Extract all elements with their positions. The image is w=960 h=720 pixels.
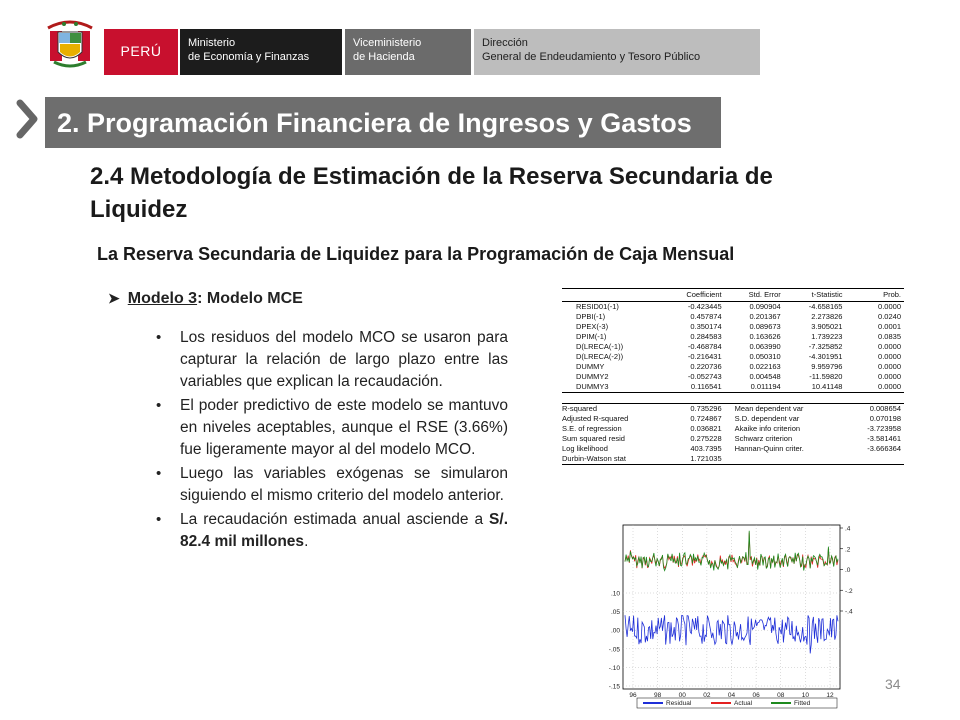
table-cell: Hannan-Quinn criter. [734,444,804,453]
legend-label: Fitted [794,700,811,707]
table-cell: 10.41148 [784,382,846,393]
table-cell: 0.457874 [690,312,722,321]
table-row [562,302,904,313]
lead-heading: La Reserva Secundaria de Liquidez para la Programación de Caja Mensual [97,244,735,264]
table-cell: -3.723958 [867,424,901,433]
x-tick-label: 02 [703,692,711,699]
table-cell: 0.063990 [749,342,781,351]
table-cell: D(LRECA(-1)) [576,342,624,351]
legend-label: Residual [666,700,692,707]
table-cell: 0.724867 [690,414,722,423]
ministry-line2: de Economía y Finanzas [188,51,310,63]
table-row [562,352,904,362]
table-cell: 0.220736 [690,362,722,371]
country-tab [104,29,178,75]
estimate-value: S/. 82.4 mil millones [180,511,508,550]
table-cell: 0.0240 [878,312,901,321]
x-tick-label: 10 [801,692,809,699]
right-tick-label: -.2 [845,587,853,595]
table-cell: DUMMY3 [562,382,664,393]
table-cell: 0.089673 [749,322,781,331]
legend-label: Actual [734,700,753,707]
table-cell: 0.036821 [690,424,722,433]
left-tick-label: -.10 [608,664,620,672]
right-tick-label: .4 [845,525,851,533]
table-cell: -0.423445 [687,302,722,311]
coat-of-arms-icon [40,14,100,74]
x-tick-label: 04 [727,692,736,699]
table-cell: 0.008654 [869,404,901,413]
table-cell: 0.201367 [749,312,781,321]
bullet-item: • Los residuos del modelo MCO se usaron para capturar la relación de largo plazo entre las variables que explican la recaudación. [152,327,508,393]
statistics-rows [562,404,904,465]
table-cell: Adjusted R-squared [562,414,629,423]
left-tick-label: .00 [610,627,620,635]
table-cell: 0.116541 [664,382,725,393]
header-bar [0,0,960,80]
direction-line1: Dirección [482,37,528,49]
table-cell: 0.011194 [725,382,784,393]
regression-output-table [562,288,904,465]
x-tick-label: 12 [826,692,834,699]
bullet-item: • Luego las variables exógenas se simularon siguiendo el mismo criterio del modelo anterior. [152,463,508,507]
section-banner [45,97,721,148]
table-cell: -0.468784 [687,342,722,351]
table-cell: 0.050310 [749,352,781,361]
right-tick-label: .0 [845,567,851,574]
table-header: Prob. [845,289,904,302]
table-row [562,322,904,332]
table-header: Std. Error [725,289,784,302]
table-cell: 0.022163 [749,362,781,371]
right-tick-label: .2 [845,546,851,554]
x-tick-label: 06 [752,692,760,699]
table-cell: Durbin-Watson stat [562,454,664,465]
table-cell: 1.739223 [811,332,843,341]
ministry-line1: Ministerio [188,37,236,49]
bullet-item: • El poder predictivo de este modelo se mantuvo en niveles aceptables, aunque el RSE (3.66%) fue ligeramente mayor al del modelo MCO. [152,395,508,461]
bullet-text-end: . [304,533,309,550]
table-cell: 2.273826 [811,312,843,321]
page-number: 34 [885,676,901,692]
table-cell: 3.905021 [811,322,843,331]
vice-line2: de Hacienda [353,51,415,63]
table-header-row [562,289,904,302]
table-cell: 0.275228 [690,434,722,443]
x-tick-label: 96 [629,692,637,699]
table-cell: -4.301951 [808,352,843,361]
table-row [562,404,904,415]
table-row [562,434,904,444]
model-name: Modelo 3 [127,290,198,307]
slide-subtitle: 2.4 Metodología de Estimación de la Reserva Secundaria de Liquidez [90,163,773,223]
table-header: Coefficient [664,289,725,302]
coefficient-rows [562,302,904,404]
left-tick-label: .10 [610,590,620,598]
table-cell: Mean dependent var [734,404,804,413]
direction-tab [474,29,760,75]
table-cell: DPEX(-3) [576,322,609,331]
table-cell: -11.59820 [809,372,843,381]
table-cell: R-squared [562,404,598,413]
table-cell: 0.0000 [845,382,904,393]
right-tick-label: -.4 [845,608,853,616]
table-cell: Log likelihood [562,444,608,453]
chevron-right-icon [14,99,46,139]
table-header: t-Statistic [784,289,846,302]
direction-line2: General de Endeudamiento y Tesoro Público [482,51,701,63]
table-cell: 0.070198 [869,414,901,423]
table-row [562,454,904,465]
table-cell: 0.0001 [878,322,901,331]
arrow-bullet-icon: ➤ [108,290,120,306]
model-desc: Modelo MCE [206,290,303,307]
model-heading [108,290,303,308]
table-cell: 0.090904 [749,302,781,311]
table-cell [845,454,904,465]
table-cell: -0.052743 [687,372,722,381]
residual-actual-fitted-chart [593,521,858,711]
table-cell: Akaike info criterion [734,424,801,433]
table-cell: S.D. dependent var [734,414,800,423]
table-cell: 403.7395 [690,444,722,453]
table-cell: 0.004548 [749,372,781,381]
table-cell: S.E. of regression [562,424,622,433]
table-cell: DUMMY [576,362,605,371]
table-cell: 0.0000 [878,362,901,371]
table-cell: DPIM(-1) [576,332,607,341]
table-row [562,312,904,322]
left-tick-label: .05 [610,609,620,617]
table-cell: Sum squared resid [562,434,625,443]
table-cell: 0.0000 [878,352,901,361]
table-cell: 1.721035 [664,454,725,465]
table-cell: -3.666364 [867,444,901,453]
table-row [562,414,904,424]
table-cell: -3.581461 [867,434,901,443]
table-row [562,372,904,382]
table-cell: 0.0835 [878,332,901,341]
table-cell: 9.959796 [811,362,843,371]
x-tick-label: 98 [654,692,662,699]
table-cell: RESID01(-1) [576,302,619,311]
vice-line1: Viceministerio [353,37,422,49]
bullet-item [152,509,508,553]
table-cell: 0.0000 [878,372,901,381]
left-tick-label: -.15 [608,683,620,691]
x-tick-label: 08 [777,692,785,699]
table-cell: -4.658165 [808,302,843,311]
table-cell: DUMMY2 [576,372,609,381]
table-row [562,444,904,454]
table-row [562,424,904,434]
table-cell [725,454,846,465]
ministry-tab [180,29,342,75]
table-cell: -7.325852 [808,342,843,351]
bullet-text: La recaudación estimada anual asciende a [180,511,490,528]
table-cell: Schwarz criterion [734,434,793,443]
table-row [562,362,904,372]
left-tick-label: -.05 [608,646,620,654]
table-cell: -0.216431 [687,352,722,361]
table-separator [562,393,904,404]
table-cell: 0.0000 [878,342,901,351]
section-title: 2. Programación Financiera de Ingresos y Gastos [57,108,692,138]
table-cell: D(LRECA(-2)) [576,352,624,361]
table-cell: 0.163626 [749,332,781,341]
table-row [562,332,904,342]
bullet-list [152,327,508,555]
table-cell: 0.0000 [878,302,901,311]
table-cell: 0.350174 [690,322,722,331]
table-cell: DPBI(-1) [576,312,606,321]
table-cell: 0.284583 [690,332,722,341]
table-row [562,382,904,393]
viceministry-tab [345,29,471,75]
table-row [562,342,904,352]
country-label: PERÚ [120,43,162,59]
model-separator: : [197,290,207,307]
table-header [562,289,664,302]
x-tick-label: 00 [678,692,686,699]
table-cell: 0.735296 [690,404,722,413]
